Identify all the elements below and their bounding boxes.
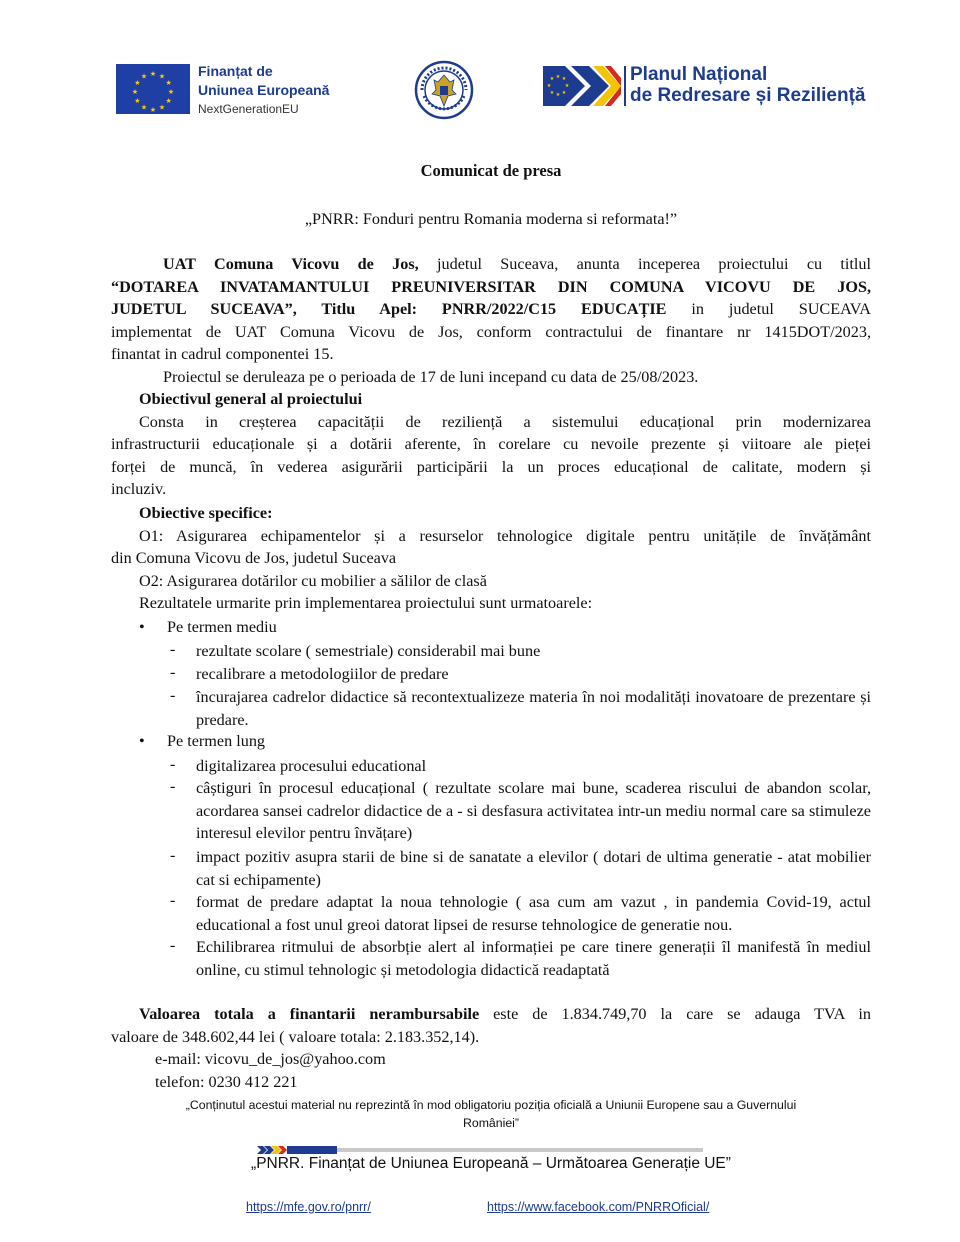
page-subtitle: „PNRR: Fonduri pentru Romania moderna si reformata!”: [304, 210, 678, 228]
footer-tagline: „PNRR. Finanțat de Uniunea Europeană – Următoarea Generație UE”: [251, 1155, 731, 1172]
project-title-a: “DOTAREA INVATAMANTULUI PREUNIVERSITAR DIN COMUNA VICOVU DE JOS,: [111, 277, 871, 296]
long-term-item-4: format de predare adaptat la noua tehnologie ( asa cum am vazut , in pandemia Covid-19, actul educational a fost unul greoi datorat lipsei de resurse tehnologice de generatie nou.: [196, 893, 871, 934]
eu-funding-label: [198, 62, 329, 119]
objective-o1-line-2: din Comuna Vicovu de Jos, judetul Suceava: [111, 549, 397, 568]
disclaimer: [111, 1096, 871, 1132]
intro-line-5: finantat in cadrul componentei 15.: [111, 345, 334, 364]
general-objective-line-2: infrastructurii educaționale și a dotării aferente, în corelare cu nevoile prezente și viitoare ale pieței: [111, 435, 871, 454]
svg-text:★: ★: [561, 76, 567, 82]
medium-term-label: Pe termen mediu: [167, 618, 277, 636]
pnrr-label: [630, 64, 866, 106]
general-objective-line-1: Consta in creșterea capacității de reziliență a sistemului educațional prin modernizarea: [139, 412, 871, 431]
svg-text:★: ★: [134, 97, 141, 105]
funding-label: Valoarea totala a finantarii nerambursabile: [139, 1005, 480, 1023]
specific-objectives-heading: Obiective specifice:: [139, 504, 273, 522]
svg-text:★: ★: [564, 83, 570, 89]
funding-line-2: valoare de 348.602,44 lei ( valoare totala: 2.183.352,14).: [111, 1027, 480, 1046]
intro-paragraph: [111, 253, 871, 389]
contact-email: e-mail: vicovu_de_jos@yahoo.com: [155, 1050, 386, 1069]
svg-text:★: ★: [158, 72, 166, 81]
long-term-item-5: Echilibrarea ritmului de absorbție alert al informației pe care tinere generații îl manifestă în mediul online, cu stimul tehnologic și metodologia didactică readaptată: [196, 938, 871, 979]
footer-color-bar: [257, 1141, 703, 1147]
dash-icon: -: [170, 936, 176, 954]
svg-text:★: ★: [555, 92, 561, 98]
intro-line-4: implementat de UAT Comuna Vicovu de Jos, conform contractului de finantare nr 1415DOT/2023,: [111, 322, 871, 341]
intro-line-3: [111, 298, 871, 321]
dash-icon: -: [170, 755, 176, 773]
pnrr-logo-icon: [543, 64, 621, 108]
funding-line-1: [111, 1003, 871, 1026]
long-term-item-2: câștiguri în procesul educațional ( rezultate scolare mai bune, scaderea riscului de abandon scolar, acordarea sansei cadrelor didactice de a - si desfasura activitatea intr-un mediu normal care sa stimuleze interesul elevilor pentru învățare): [196, 779, 871, 843]
svg-text:★: ★: [165, 97, 172, 105]
government-seal-icon: [414, 60, 474, 120]
dash-icon: -: [170, 777, 176, 795]
results-intro: Rezultatele urmarite prin implementarea proiectului sunt urmatoarele:: [139, 594, 593, 613]
eu-flag-icon: [116, 64, 190, 114]
dash-icon: -: [170, 686, 176, 704]
svg-text:★: ★: [561, 90, 567, 96]
bullet-icon: •: [139, 732, 145, 750]
svg-text:★: ★: [549, 90, 555, 96]
svg-text:★: ★: [131, 88, 139, 96]
disclaimer-line-2: României”: [462, 1116, 520, 1130]
objective-o1-line-1: O1: Asigurarea echipamentelor și a resurselor tehnologice digitale pentru unitățile de învățământ: [139, 526, 871, 545]
objective-o2: O2: Asigurarea dotărilor cu mobilier a sălilor de clasă: [139, 571, 487, 590]
funding-line-1-rest: este de 1.834.749,70 la care se adauga TVA in: [493, 1005, 871, 1023]
general-objective-line-3: forței de muncă, în vederea asigurării participării la un proces educațional de calitate, modern și: [111, 457, 871, 476]
pnrr-line-1: Planul Național: [630, 64, 768, 85]
contact-phone: telefon: 0230 412 221: [155, 1072, 298, 1091]
intro-line-1-rest: judetul Suceava, anunta inceperea proiectului cu titlul: [437, 255, 871, 273]
logo-divider: [624, 66, 626, 106]
eu-line-3: NextGenerationEU: [198, 102, 299, 116]
dash-icon: -: [170, 663, 176, 681]
disclaimer-line-1: „Conținutul acestui material nu reprezintă în mod obligatoriu poziția oficială a Uniunii Europene sau a Guvernului: [185, 1098, 797, 1112]
medium-term-item-3: încurajarea cadrelor didactice să recontextualizeze materia în noi modalități inovatoare de prezentare și predare.: [196, 688, 871, 729]
duration-text: Proiectul se deruleaza pe o perioada de 17 de luni incepand cu data de 25/08/2023.: [163, 367, 699, 386]
mfe-link[interactable]: https://mfe.gov.ro/pnrr/: [246, 1200, 371, 1214]
svg-text:★: ★: [140, 72, 148, 81]
general-objective-heading: Obiectivul general al proiectului: [139, 390, 363, 408]
svg-text:★: ★: [167, 88, 175, 96]
dash-icon: -: [170, 891, 176, 909]
project-title-b: JUDETUL SUCEAVA”, Titlu Apel: PNRR/2022/C15 EDUCAȚIE: [111, 300, 667, 319]
svg-text:★: ★: [140, 103, 148, 112]
svg-text:★: ★: [165, 79, 172, 87]
medium-term-item-2: recalibrare a metodologiilor de predare: [196, 665, 449, 683]
eu-line-1: Finanțat de: [198, 63, 273, 79]
facebook-link[interactable]: https://www.facebook.com/PNRROficial/: [487, 1200, 710, 1214]
general-objective-section: [111, 388, 871, 501]
bullet-icon: •: [139, 618, 145, 636]
funding-section: [111, 1003, 871, 1093]
intro-line-1: [111, 253, 871, 276]
dash-icon: -: [170, 640, 176, 658]
svg-text:★: ★: [546, 83, 552, 89]
specific-objectives-section: [111, 502, 871, 615]
long-term-item-3: impact pozitiv asupra starii de bine si de sanatate a elevilor ( dotari de ultima generatie - atat mobilier cat si echipamente): [196, 848, 871, 889]
svg-text:★: ★: [149, 70, 157, 78]
pnrr-line-2: de Redresare și Reziliență: [630, 85, 866, 106]
general-objective-line-4: incluziv.: [111, 480, 167, 499]
svg-text:★: ★: [149, 106, 157, 114]
medium-term-item-1: rezultate scolare ( semestriale) considerabil mai bune: [196, 642, 541, 660]
long-term-label: Pe termen lung: [167, 732, 266, 750]
page-title: Comunicat de presa: [420, 161, 562, 180]
svg-text:★: ★: [549, 76, 555, 82]
intro-line-3-rest: in judetul SUCEAVA: [691, 300, 872, 319]
svg-text:★: ★: [134, 79, 141, 87]
dash-icon: -: [170, 846, 176, 864]
beneficiary-name: UAT Comuna Vicovu de Jos,: [163, 255, 419, 273]
svg-text:★: ★: [555, 74, 561, 80]
svg-text:★: ★: [158, 103, 166, 112]
long-term-item-1: digitalizarea procesului educational: [196, 757, 427, 775]
eu-line-2: Uniunea Europeană: [198, 82, 330, 98]
